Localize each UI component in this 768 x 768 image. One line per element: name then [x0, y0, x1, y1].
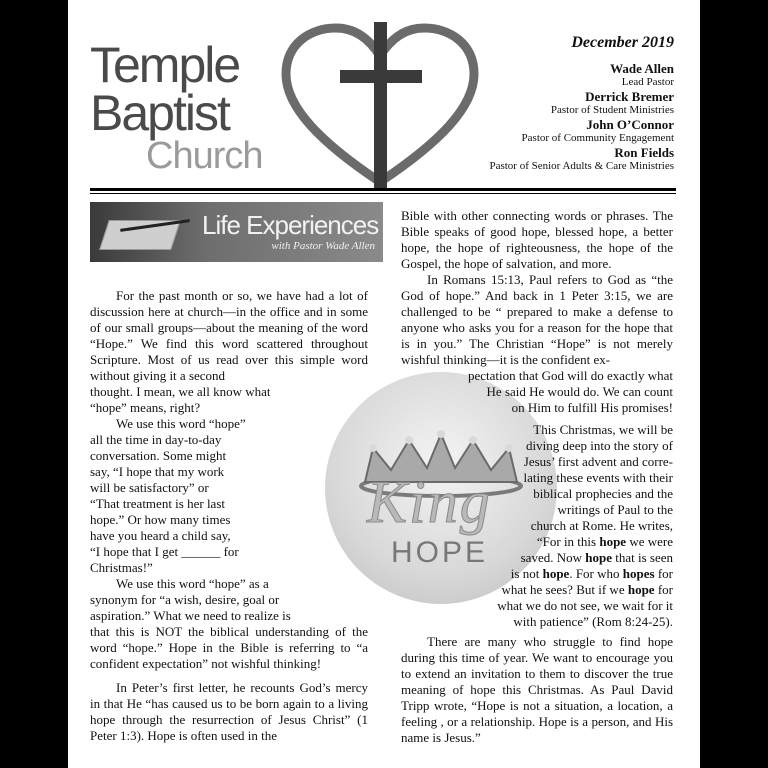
paragraph-line: “hope” means, right? — [90, 400, 201, 415]
paragraph-line: hope.” Or how many times — [90, 512, 231, 527]
paragraph-line: say, “I hope that my work — [90, 464, 225, 479]
staff-list — [489, 34, 674, 173]
staff-name: Ron Fields — [614, 145, 674, 160]
paragraph-line: what we do not see, we wait for it — [497, 598, 673, 613]
column-banner — [90, 202, 383, 262]
paragraph-line: “That treatment is her last — [90, 496, 226, 511]
banner-subtitle: with Pastor Wade Allen — [271, 240, 375, 252]
emphasis: hope — [542, 566, 570, 581]
paragraph-line: “I hope that I get ______ for — [90, 544, 239, 559]
staff-name: Derrick Bremer — [585, 89, 674, 104]
paragraph-line — [401, 534, 673, 550]
logo-church: Church — [146, 135, 263, 177]
wrap-block — [401, 422, 673, 534]
staff-name: Wade Allen — [610, 61, 674, 76]
paragraph-line: aspiration.” What we need to realize is — [90, 608, 291, 623]
banner-title: Life Experiences — [202, 210, 379, 240]
paragraph: Bible with other connecting words or phrases. The Bible speaks of good hope, blessed hope, a better hope, the hope of righteousness, the hope of the Gospel, the hope of salvation, and more. — [401, 208, 673, 271]
emphasis: hope — [599, 534, 627, 549]
paragraph-line: Christmas!” — [90, 560, 153, 575]
heart-cross-logo — [280, 22, 480, 192]
newsletter-page — [68, 0, 700, 768]
paragraph-line — [401, 582, 673, 598]
issue-date: December 2019 — [571, 34, 674, 51]
king-word: King — [367, 469, 492, 535]
paragraph-line: biblical prophecies and the — [533, 486, 673, 501]
hope-word: HOPE — [391, 536, 489, 569]
text-run: . For who — [569, 566, 620, 581]
emphasis: hope — [585, 550, 612, 565]
paragraph-line: on Him to fulfill His promises! — [511, 400, 673, 415]
staff-role: Pastor of Community Engagement — [521, 132, 674, 144]
paragraph: that this is NOT the biblical understanding of the word “hope.” Hope in the Bible is referring to “a confident expectation” not wishful thinking! — [90, 624, 368, 671]
text-run: that is seen — [615, 550, 673, 565]
header-rule — [90, 188, 676, 191]
paragraph-line: He said He would do. We can count — [486, 384, 673, 399]
text-run: “For in this — [536, 534, 597, 549]
paragraph-line: writings of Paul to the — [557, 502, 673, 517]
paragraph-line: This Christmas, we will be — [533, 422, 673, 437]
paragraph-line: with patience” (Rom 8:24-25). — [513, 614, 673, 629]
staff-name: John O’Connor — [586, 117, 674, 132]
paragraph: For the past month or so, we have had a lot of discussion here at church—in the office and in some of our small groups—about the meaning of the word “Hope.” We find this word scattered throughout Scripture. Most of us read over this simple word without giving it a second — [90, 288, 368, 383]
paragraph-line — [401, 550, 673, 566]
text-run: for — [657, 582, 673, 597]
paragraph-line: lating these events with their — [523, 470, 673, 485]
paragraph: In Romans 15:13, Paul refers to God as “the God of hope.” And back in 1 Peter 3:15, we are challenged to be “ prepared to make a defense to anyone who asks you for a reason for the hope that is in you.” The Christian “Hope” is not merely wishful thinking—it is the confident ex- — [401, 272, 673, 367]
paragraph-line: thought. I mean, we all know what — [90, 384, 271, 399]
emphasis: hope — [627, 582, 655, 597]
staff-role: Lead Pastor — [621, 76, 674, 88]
staff-role: Pastor of Student Ministries — [550, 104, 674, 116]
paragraph-line: will be satisfactory” or — [90, 480, 209, 495]
logo-baptist: Baptist — [90, 85, 229, 141]
text-run: is not — [510, 566, 540, 581]
paragraph: In Peter’s first letter, he recounts God’s mercy in that He “has caused us to be born again to a living hope through the resurrection of Jesus Christ” (1 Peter 1:3). Hope is often used in the — [90, 680, 368, 743]
paragraph-line: conversation. Some might — [90, 448, 227, 463]
paragraph-line: all the time in day-to-day — [90, 432, 222, 447]
text-run: we were — [629, 534, 673, 549]
paragraph-line: diving deep into the story of — [526, 438, 673, 453]
emphasis: hopes — [622, 566, 655, 581]
text-run: for — [657, 566, 673, 581]
paragraph: There are many who struggle to find hope during this time of year. We want to encourage you to extend an invitation to them to discover the true meaning of hope this Christmas. As Paul David Tripp wrote, “Hope is not a situation, a location, a feeling , or a relationship. Hope is a person, and His name is Jesus.” — [401, 634, 673, 745]
text-run: saved. Now — [520, 550, 582, 565]
paragraph: We use this word “hope” — [116, 416, 246, 431]
paragraph: We use this word “hope” as a — [116, 576, 269, 591]
paragraph-line: pectation that God will do exactly what — [467, 368, 673, 383]
paragraph-line: have you heard a child say, — [90, 528, 231, 543]
paragraph-line: synonym for “a wish, desire, goal or — [90, 592, 280, 607]
left-column — [90, 288, 368, 744]
paragraph-line: church at Rome. He writes, — [530, 518, 673, 533]
logo-temple: Temple — [90, 37, 240, 93]
paragraph-line — [401, 566, 673, 582]
staff-role: Pastor of Senior Adults & Care Ministries — [489, 160, 674, 172]
paragraph-line: Jesus’ first advent and corre- — [523, 454, 673, 469]
header-rule-thin — [90, 193, 676, 194]
text-run: what he sees? But if we — [501, 582, 625, 597]
right-column — [401, 208, 673, 746]
